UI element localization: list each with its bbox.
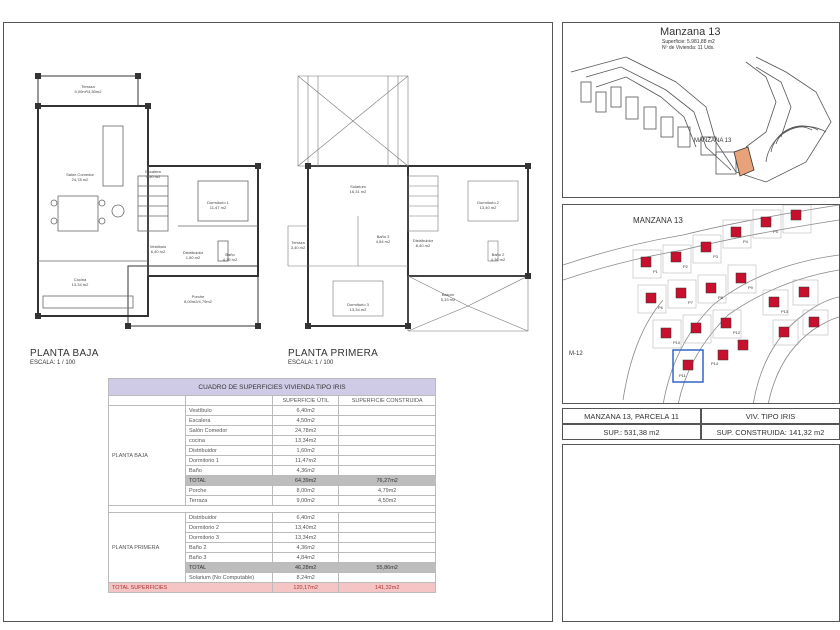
room-bano3: Baño 3	[376, 234, 390, 239]
svg-text:P7: P7	[688, 300, 693, 305]
col-header-util: SUPERFICIE ÚTIL	[273, 396, 339, 406]
room-solarium: Solarium	[350, 184, 366, 189]
ground-total-row: TOTAL 64,39m2 76,27m2	[109, 476, 436, 486]
room-salon: Salón Comedor	[66, 172, 94, 177]
ground-plan-title: PLANTA BAJA	[30, 348, 99, 359]
svg-text:P11: P11	[679, 373, 686, 378]
svg-text:4,84 m2: 4,84 m2	[375, 239, 391, 244]
info-sup: SUP.: 531,38 m2	[562, 424, 701, 440]
location-map-viviendas: Nº de Vivienda: 11 Uds.	[662, 45, 715, 51]
svg-text:P14: P14	[711, 361, 719, 366]
room-dormitorio1: Dormitorio 1	[207, 200, 229, 205]
svg-text:16,31 m2: 16,31 m2	[349, 189, 367, 194]
info-sup-construida: SUP. CONSTRUIDA: 141,32 m2	[701, 424, 840, 440]
room-distribuidor: Distribuidor	[182, 250, 204, 255]
parcel-map-title: MANZANA 13	[633, 216, 683, 225]
surfaces-table: CUADRO DE SUPERFICIES VIVIENDA TIPO IRIS SUPERFICIE ÚTIL SUPERFICIE CONSTRUIDA PLANTA BAJA Vestíbulo 6,40m2 Escalera 4,50m2 Salón Comedor 24,78m2 cocina 13,34m2 Distribuidor 1,60m2 Dormitorio 1 11,47m2 Baño 4,36m2 TOTAL 64,39m2 76,27m2 Porche 8,00m2 4,79m2 Terraza 9,00m2 4,50m2 PLANTA PRIMERA Distribuidor 6,40m2 Dormitorio 2 13,40m2 Dormitorio 3 13,34m2 Baño 2 4,36m2 Baño 3 4,84m2 TOTAL 46,28m2 55,86m2 Solarium (No Computable) 8,24m2 TOTAL SUPERFICIES 120,17m2 141,32m2	[108, 378, 436, 593]
svg-text:3,40 m2: 3,40 m2	[290, 245, 306, 250]
svg-text:4,36 m2: 4,36 m2	[490, 257, 506, 262]
svg-text:1,60 m2: 1,60 m2	[185, 255, 201, 260]
room-escalera: Escalera	[145, 169, 161, 174]
svg-text:P4: P4	[743, 239, 748, 244]
room-porche: Porche	[191, 294, 205, 299]
location-map-title: Manzana 13	[660, 26, 721, 38]
svg-text:13,40 m2: 13,40 m2	[479, 205, 497, 210]
table-title: CUADRO DE SUPERFICIES VIVIENDA TIPO IRIS	[109, 379, 436, 396]
room-cocina: Cocina	[73, 277, 87, 282]
info-parcela: MANZANA 13, PARCELA 11	[562, 408, 701, 424]
svg-text:P3: P3	[713, 254, 718, 259]
svg-text:5,33 m2: 5,33 m2	[440, 297, 456, 302]
group-planta-baja: PLANTA BAJA	[109, 406, 186, 506]
ground-floor-plan	[18, 66, 268, 336]
svg-text:11,47 m2: 11,47 m2	[209, 205, 227, 210]
first-floor-plan	[278, 66, 538, 336]
svg-text:P6: P6	[658, 305, 663, 310]
col-header-construida: SUPERFICIE CONSTRUIDA	[339, 396, 436, 406]
svg-text:P2: P2	[683, 264, 688, 269]
room-vestibulo: Vestíbulo	[149, 244, 167, 249]
first-plan-title: PLANTA PRIMERA	[288, 348, 379, 359]
svg-text:8,00m2/4,79m2: 8,00m2/4,79m2	[184, 299, 212, 304]
ground-plan-scale: ESCALA: 1 / 100	[30, 360, 76, 366]
info-tipo: VIV. TIPO IRIS	[701, 408, 840, 424]
location-map-superficie: Superficie: 5.981,88 m2	[662, 39, 715, 45]
group-planta-primera: PLANTA PRIMERA	[109, 513, 186, 583]
room-terraza-first: Terraza	[291, 240, 305, 245]
room-dormitorio3: Dormitorio 3	[347, 302, 369, 307]
location-map-label: MANZANA 13	[694, 138, 732, 144]
svg-text:P1: P1	[653, 269, 658, 274]
grand-total-row: TOTAL SUPERFICIES 120,17m2 141,32m2	[109, 583, 436, 593]
svg-text:P13: P13	[781, 309, 789, 314]
svg-text:24,78 m2: 24,78 m2	[71, 177, 89, 182]
svg-text:P9: P9	[748, 285, 753, 290]
room-balcon: Balcón	[441, 292, 455, 297]
svg-text:13,34 m2: 13,34 m2	[71, 282, 89, 287]
empty-panel	[562, 444, 840, 622]
highlighted-manzana	[734, 147, 754, 176]
svg-text:6,40 m2: 6,40 m2	[415, 243, 431, 248]
svg-text:P8: P8	[718, 295, 723, 300]
room-bano2: Baño 2	[491, 252, 505, 257]
parcel-map	[563, 205, 839, 403]
location-map	[566, 52, 838, 194]
first-total-row: TOTAL 46,28m2 55,86m2	[109, 563, 436, 573]
room-terraza: Terraza	[81, 84, 95, 89]
svg-text:P5: P5	[773, 229, 778, 234]
room-dormitorio2: Dormitorio 2	[477, 200, 499, 205]
parcel-map-street: M-12	[569, 351, 583, 357]
svg-text:13,34 m2: 13,34 m2	[349, 307, 367, 312]
first-plan-scale: ESCALA: 1 / 100	[288, 360, 334, 366]
svg-text:6,40 m2: 6,40 m2	[150, 249, 166, 254]
svg-text:4,50 m2: 4,50 m2	[145, 174, 161, 179]
svg-text:9,00m²/4,50m2: 9,00m²/4,50m2	[74, 89, 102, 94]
room-distribuidor-first: Distribuidor	[412, 238, 434, 243]
svg-text:4,36 m2: 4,36 m2	[222, 257, 238, 262]
room-bano: Baño	[225, 252, 235, 257]
svg-text:P10: P10	[673, 340, 681, 345]
svg-text:P12: P12	[733, 330, 741, 335]
